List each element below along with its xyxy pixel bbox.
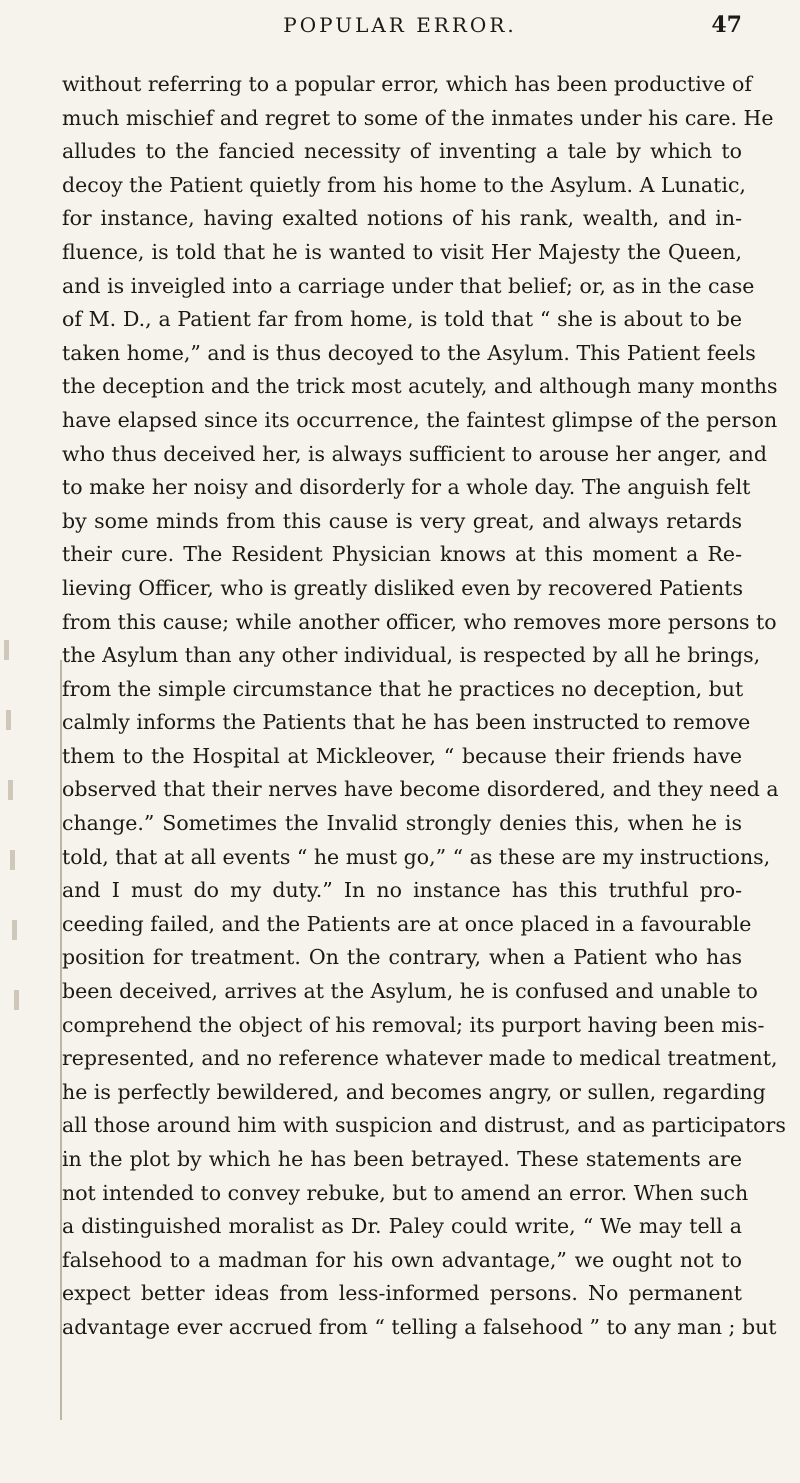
text-line: advantage ever accrued from “ telling a falsehood ” to any man ; but xyxy=(62,1314,777,1339)
text-line: observed that their nerves have become disordered, and they need a xyxy=(62,777,779,802)
text-line: fluence, is told that he is wanted to visit Her Majesty the Queen, xyxy=(62,239,742,264)
text-line: to make her noisy and disorderly for a whole day. The anguish felt xyxy=(62,475,751,500)
text-line: been deceived, arrives at the Asylum, he is confused and unable to xyxy=(62,979,758,1004)
text-line: decoy the Patient quietly from his home to the Asylum. A Lunatic, xyxy=(62,172,746,197)
text-line: by some minds from this cause is very great, and always retards xyxy=(62,508,742,533)
page-number: 47 xyxy=(711,12,742,38)
text-line: not intended to convey rebuke, but to amend an error. When such xyxy=(62,1180,749,1205)
text-line: expect better ideas from less-informed persons. No permanent xyxy=(62,1281,742,1306)
text-line: of M. D., a Patient far from home, is told that “ she is about to be xyxy=(62,307,742,332)
gutter-mark xyxy=(8,780,13,800)
text-line: ceeding failed, and the Patients are at once placed in a favourable xyxy=(62,911,752,936)
text-line: and I must do my duty.” In no instance has this truthful pro- xyxy=(62,878,742,903)
gutter-mark xyxy=(14,990,19,1010)
text-line: falsehood to a madman for his own advantage,” we ought not to xyxy=(62,1247,742,1272)
text-line: and is inveigled into a carriage under that belief; or, as in the case xyxy=(62,273,755,298)
text-line: a distinguished moralist as Dr. Paley could write, “ We may tell a xyxy=(62,1214,742,1239)
text-line: position for treatment. On the contrary, when a Patient who has xyxy=(62,945,742,970)
text-line: without referring to a popular error, which has been productive of xyxy=(62,72,752,96)
gutter-mark xyxy=(4,640,9,660)
text-line: from this cause; while another officer, who removes more persons to xyxy=(62,609,777,634)
text-line: he is perfectly bewildered, and becomes angry, or sullen, regarding xyxy=(62,1079,766,1104)
text-line: taken home,” and is thus decoyed to the Asylum. This Patient feels xyxy=(62,340,756,365)
text-line: them to the Hospital at Mickleover, “ because their friends have xyxy=(62,743,742,768)
text-line: told, that at all events “ he must go,” “ as these are my instructions, xyxy=(62,844,771,869)
text-line: for instance, having exalted notions of his rank, wealth, and in- xyxy=(62,206,742,231)
text-line: comprehend the object of his removal; its purport having been mis- xyxy=(62,1012,765,1037)
text-line: their cure. The Resident Physician knows at this moment a Re- xyxy=(62,542,742,567)
text-line: from the simple circumstance that he practices no deception, but xyxy=(62,676,744,701)
gutter-mark xyxy=(12,920,17,940)
text-line: in the plot by which he has been betrayed. These statements are xyxy=(62,1147,742,1171)
text-line: change.” Sometimes the Invalid strongly denies this, when he is xyxy=(62,811,742,836)
text-line: represented, and no reference whatever made to medical treatment, xyxy=(62,1046,778,1071)
gutter-mark xyxy=(10,850,15,870)
gutter-mark xyxy=(6,710,11,730)
text-line: the Asylum than any other individual, is respected by all he brings, xyxy=(62,643,761,668)
text-line: alludes to the fancied necessity of inventing a tale by which to xyxy=(62,139,742,164)
text-line: calmly informs the Patients that he has been instructed to remove xyxy=(62,710,751,735)
running-head xyxy=(0,8,800,42)
text-line: lieving Officer, who is greatly disliked even by recovered Patients xyxy=(62,575,744,600)
text-line: have elapsed since its occurrence, the faintest glimpse of the person xyxy=(62,407,778,432)
text-line: the deception and the trick most acutely, and although many months xyxy=(62,374,778,399)
binding-gutter xyxy=(0,380,66,1483)
running-title: POPULAR ERROR. xyxy=(283,13,517,37)
text-line: who thus deceived her, is always sufficient to arouse her anger, and xyxy=(62,441,767,466)
text-line: all those around him with suspicion and distrust, and as participators xyxy=(62,1113,786,1138)
body-text xyxy=(62,68,786,1345)
text-line: much mischief and regret to some of the inmates under his care. He xyxy=(62,105,774,130)
